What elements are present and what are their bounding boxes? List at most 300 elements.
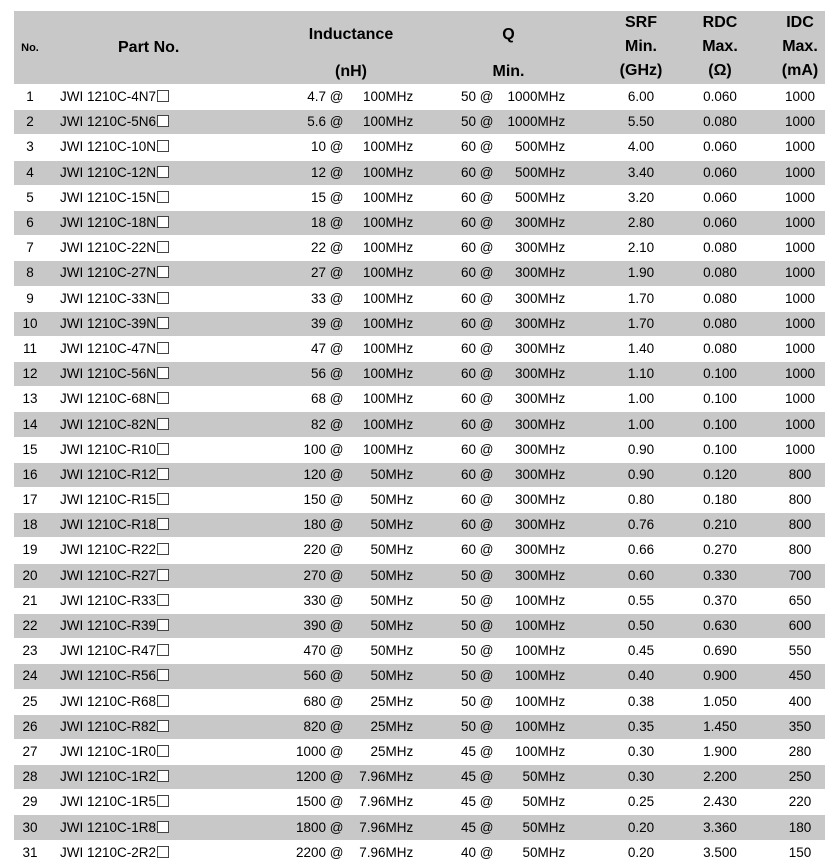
idc-value: 1000 [759, 387, 825, 412]
table-row [14, 362, 825, 387]
q-test-frequency: 300MHz [514, 441, 566, 457]
table-row [14, 639, 825, 664]
at-sign: @ [476, 416, 498, 432]
q-value: 50 [460, 718, 476, 734]
inductance-test-frequency: 50MHz [370, 492, 414, 508]
inductance-value: 12 [310, 164, 326, 180]
part-number-cell [46, 135, 286, 160]
part-number-cell [46, 815, 286, 840]
part-number-cell [46, 765, 286, 790]
rdc-value: 0.080 [681, 336, 759, 361]
at-sign: @ [476, 366, 498, 382]
q-value: 45 [460, 794, 476, 810]
at-sign: @ [476, 89, 498, 105]
q-test-frequency: 100MHz [514, 592, 566, 608]
header-idc-max: Max. [782, 38, 818, 55]
at-sign: @ [326, 618, 348, 634]
rdc-value: 0.060 [681, 210, 759, 235]
at-sign: @ [326, 794, 348, 810]
srf-value: 0.76 [601, 513, 681, 538]
at-sign: @ [326, 517, 348, 533]
part-number-cell [46, 185, 286, 210]
part-number: JWI 1210C-1R8 [60, 819, 157, 835]
q-test-frequency: 500MHz [514, 189, 566, 205]
at-sign: @ [326, 466, 348, 482]
at-sign: @ [476, 315, 498, 331]
q-cell [416, 210, 601, 235]
at-sign: @ [476, 542, 498, 558]
rdc-value: 0.060 [681, 135, 759, 160]
srf-value: 3.20 [601, 185, 681, 210]
part-number-cell [46, 613, 286, 638]
suffix-checkbox-icon [157, 191, 169, 203]
q-value: 50 [460, 643, 476, 659]
q-value: 45 [460, 743, 476, 759]
at-sign: @ [476, 189, 498, 205]
rdc-value: 0.210 [681, 513, 759, 538]
part-number-cell [46, 336, 286, 361]
inductance-value: 4.7 [307, 89, 326, 105]
q-test-frequency: 100MHz [514, 718, 566, 734]
at-sign: @ [476, 794, 498, 810]
at-sign: @ [476, 769, 498, 785]
q-cell [416, 110, 601, 135]
inductance-cell [286, 336, 416, 361]
inductance-cell [286, 664, 416, 689]
header-idc-label: IDC [786, 14, 814, 31]
header-q-min: Min. [492, 63, 525, 80]
srf-value: 0.35 [601, 714, 681, 739]
at-sign: @ [326, 240, 348, 256]
part-number: JWI 1210C-R47 [60, 643, 157, 659]
inductance-cell [286, 840, 416, 865]
inductance-cell [286, 387, 416, 412]
q-test-frequency: 100MHz [514, 643, 566, 659]
q-value: 50 [460, 618, 476, 634]
inductance-cell [286, 513, 416, 538]
part-number: JWI 1210C-68N [60, 391, 157, 407]
part-number-cell [46, 689, 286, 714]
table-row [14, 412, 825, 437]
q-test-frequency: 300MHz [514, 416, 566, 432]
suffix-checkbox-icon [157, 418, 169, 430]
part-number: JWI 1210C-39N [60, 315, 157, 331]
part-number-cell [46, 160, 286, 185]
part-number-cell [46, 790, 286, 815]
q-cell [416, 739, 601, 764]
q-cell [416, 563, 601, 588]
row-no: 22 [14, 613, 46, 638]
idc-value: 650 [759, 588, 825, 613]
table-row [14, 790, 825, 815]
q-test-frequency: 100MHz [514, 668, 566, 684]
q-test-frequency: 50MHz [522, 769, 566, 785]
inductance-value: 390 [303, 618, 326, 634]
q-cell [416, 261, 601, 286]
at-sign: @ [326, 643, 348, 659]
header-srf [601, 11, 681, 85]
table-row [14, 261, 825, 286]
part-number-cell [46, 236, 286, 261]
inductance-cell [286, 790, 416, 815]
table-row [14, 739, 825, 764]
q-test-frequency: 300MHz [514, 240, 566, 256]
q-value: 60 [460, 189, 476, 205]
part-number-cell [46, 588, 286, 613]
part-number-cell [46, 739, 286, 764]
idc-value: 350 [759, 714, 825, 739]
inductance-value: 270 [303, 567, 326, 583]
q-test-frequency: 300MHz [514, 391, 566, 407]
table-row [14, 462, 825, 487]
rdc-value: 0.060 [681, 185, 759, 210]
q-value: 60 [460, 466, 476, 482]
q-value: 50 [460, 114, 476, 130]
suffix-checkbox-icon [157, 795, 169, 807]
inductance-cell [286, 639, 416, 664]
inductance-test-frequency: 100MHz [362, 340, 414, 356]
at-sign: @ [476, 693, 498, 709]
part-number: JWI 1210C-18N [60, 215, 157, 231]
suffix-checkbox-icon [157, 90, 169, 102]
inductance-cell [286, 160, 416, 185]
idc-value: 1000 [759, 336, 825, 361]
rdc-value: 0.630 [681, 613, 759, 638]
inductance-test-frequency: 100MHz [362, 366, 414, 382]
table-header [14, 11, 825, 85]
row-no: 3 [14, 135, 46, 160]
q-test-frequency: 50MHz [522, 844, 566, 860]
idc-value: 1000 [759, 412, 825, 437]
table-row [14, 311, 825, 336]
inductance-test-frequency: 100MHz [362, 114, 414, 130]
q-value: 60 [460, 290, 476, 306]
table-row [14, 336, 825, 361]
suffix-checkbox-icon [157, 468, 169, 480]
rdc-value: 0.080 [681, 110, 759, 135]
inductance-value: 18 [310, 215, 326, 231]
row-no: 9 [14, 286, 46, 311]
rdc-value: 0.100 [681, 437, 759, 462]
suffix-checkbox-icon [157, 392, 169, 404]
part-number-cell [46, 110, 286, 135]
inductance-value: 1200 [295, 769, 326, 785]
q-test-frequency: 50MHz [522, 819, 566, 835]
inductance-test-frequency: 100MHz [362, 391, 414, 407]
suffix-checkbox-icon [157, 569, 169, 581]
srf-value: 1.10 [601, 362, 681, 387]
inductance-cell [286, 588, 416, 613]
row-no: 6 [14, 210, 46, 235]
part-number: JWI 1210C-R12 [60, 466, 157, 482]
part-number-cell [46, 840, 286, 865]
suffix-checkbox-icon [157, 292, 169, 304]
at-sign: @ [326, 567, 348, 583]
row-no: 8 [14, 261, 46, 286]
q-test-frequency: 50MHz [522, 794, 566, 810]
suffix-checkbox-icon [157, 821, 169, 833]
inductance-cell [286, 739, 416, 764]
header-idc-unit: (mA) [781, 62, 819, 79]
table-body [14, 85, 825, 865]
srf-value: 3.40 [601, 160, 681, 185]
q-value: 60 [460, 315, 476, 331]
table-row [14, 588, 825, 613]
rdc-value: 3.360 [681, 815, 759, 840]
rdc-value: 0.120 [681, 462, 759, 487]
inductance-test-frequency: 50MHz [370, 466, 414, 482]
at-sign: @ [326, 391, 348, 407]
q-test-frequency: 1000MHz [507, 114, 566, 130]
row-no: 17 [14, 488, 46, 513]
row-no: 14 [14, 412, 46, 437]
inductance-value: 22 [310, 240, 326, 256]
inductance-cell [286, 185, 416, 210]
q-cell [416, 613, 601, 638]
part-number: JWI 1210C-1R5 [60, 794, 157, 810]
row-no: 5 [14, 185, 46, 210]
q-cell [416, 790, 601, 815]
at-sign: @ [476, 567, 498, 583]
idc-value: 1000 [759, 110, 825, 135]
at-sign: @ [476, 265, 498, 281]
q-cell [416, 437, 601, 462]
q-value: 60 [460, 542, 476, 558]
row-no: 21 [14, 588, 46, 613]
q-value: 60 [460, 416, 476, 432]
inductance-value: 470 [303, 643, 326, 659]
q-value: 60 [460, 340, 476, 356]
table-row [14, 538, 825, 563]
q-cell [416, 488, 601, 513]
at-sign: @ [326, 693, 348, 709]
q-test-frequency: 500MHz [514, 139, 566, 155]
inductance-cell [286, 488, 416, 513]
suffix-checkbox-icon [157, 745, 169, 757]
srf-value: 1.70 [601, 311, 681, 336]
at-sign: @ [326, 139, 348, 155]
inductance-cell [286, 412, 416, 437]
at-sign: @ [476, 517, 498, 533]
suffix-checkbox-icon [157, 594, 169, 606]
idc-value: 280 [759, 739, 825, 764]
table-row [14, 85, 825, 110]
at-sign: @ [326, 114, 348, 130]
table-row [14, 110, 825, 135]
part-number-cell [46, 412, 286, 437]
at-sign: @ [476, 618, 498, 634]
q-test-frequency: 300MHz [514, 290, 566, 306]
at-sign: @ [326, 265, 348, 281]
inductance-test-frequency: 100MHz [362, 189, 414, 205]
inductance-cell [286, 110, 416, 135]
at-sign: @ [326, 668, 348, 684]
idc-value: 1000 [759, 135, 825, 160]
part-number-cell [46, 488, 286, 513]
at-sign: @ [326, 366, 348, 382]
q-cell [416, 160, 601, 185]
q-value: 45 [460, 819, 476, 835]
idc-value: 1000 [759, 311, 825, 336]
inductance-cell [286, 689, 416, 714]
rdc-value: 1.900 [681, 739, 759, 764]
inductance-value: 820 [303, 718, 326, 734]
idc-value: 700 [759, 563, 825, 588]
inductance-test-frequency: 7.96MHz [359, 794, 414, 810]
row-no: 19 [14, 538, 46, 563]
q-cell [416, 765, 601, 790]
inductance-test-frequency: 25MHz [370, 743, 414, 759]
inductance-cell [286, 362, 416, 387]
header-idc [759, 11, 825, 85]
inductance-value: 82 [310, 416, 326, 432]
rdc-value: 2.200 [681, 765, 759, 790]
q-test-frequency: 300MHz [514, 265, 566, 281]
q-cell [416, 286, 601, 311]
q-cell [416, 135, 601, 160]
inductance-value: 27 [310, 265, 326, 281]
at-sign: @ [476, 592, 498, 608]
suffix-checkbox-icon [157, 695, 169, 707]
part-number: JWI 1210C-33N [60, 290, 157, 306]
part-number-cell [46, 85, 286, 110]
row-no: 30 [14, 815, 46, 840]
inductance-test-frequency: 50MHz [370, 542, 414, 558]
suffix-checkbox-icon [157, 770, 169, 782]
part-number: JWI 1210C-R68 [60, 693, 157, 709]
q-value: 60 [460, 517, 476, 533]
srf-value: 0.55 [601, 588, 681, 613]
row-no: 25 [14, 689, 46, 714]
idc-value: 1000 [759, 210, 825, 235]
at-sign: @ [326, 215, 348, 231]
q-test-frequency: 1000MHz [507, 89, 566, 105]
table-row [14, 286, 825, 311]
q-cell [416, 538, 601, 563]
inductance-value: 39 [310, 315, 326, 331]
q-cell [416, 462, 601, 487]
part-number: JWI 1210C-R33 [60, 592, 157, 608]
inductance-value: 680 [303, 693, 326, 709]
q-cell [416, 588, 601, 613]
at-sign: @ [476, 240, 498, 256]
suffix-checkbox-icon [157, 241, 169, 253]
header-srf-unit: (GHz) [619, 62, 663, 79]
suffix-checkbox-icon [157, 644, 169, 656]
part-number-cell [46, 311, 286, 336]
row-no: 16 [14, 462, 46, 487]
q-test-frequency: 300MHz [514, 466, 566, 482]
q-cell [416, 336, 601, 361]
srf-value: 0.38 [601, 689, 681, 714]
inductance-cell [286, 714, 416, 739]
at-sign: @ [326, 416, 348, 432]
at-sign: @ [476, 718, 498, 734]
q-value: 60 [460, 215, 476, 231]
inductance-value: 100 [303, 441, 326, 457]
inductance-test-frequency: 50MHz [370, 517, 414, 533]
table-row [14, 488, 825, 513]
suffix-checkbox-icon [157, 140, 169, 152]
part-number-cell [46, 714, 286, 739]
q-test-frequency: 300MHz [514, 215, 566, 231]
idc-value: 1000 [759, 236, 825, 261]
inductance-value: 560 [303, 668, 326, 684]
inductance-cell [286, 286, 416, 311]
rdc-value: 1.450 [681, 714, 759, 739]
table-row [14, 664, 825, 689]
idc-value: 1000 [759, 286, 825, 311]
at-sign: @ [476, 844, 498, 860]
idc-value: 1000 [759, 261, 825, 286]
row-no: 26 [14, 714, 46, 739]
part-number: JWI 1210C-R18 [60, 517, 157, 533]
inductor-spec-table [14, 11, 825, 865]
srf-value: 2.80 [601, 210, 681, 235]
part-number-cell [46, 538, 286, 563]
q-value: 60 [460, 441, 476, 457]
at-sign: @ [326, 592, 348, 608]
rdc-value: 0.080 [681, 286, 759, 311]
suffix-checkbox-icon [157, 518, 169, 530]
inductance-test-frequency: 50MHz [370, 643, 414, 659]
rdc-value: 1.050 [681, 689, 759, 714]
idc-value: 1000 [759, 160, 825, 185]
table-row [14, 613, 825, 638]
q-value: 60 [460, 492, 476, 508]
rdc-value: 0.080 [681, 261, 759, 286]
row-no: 12 [14, 362, 46, 387]
inductance-cell [286, 613, 416, 638]
part-number: JWI 1210C-5N6 [60, 114, 157, 130]
header-row [14, 11, 825, 85]
srf-value: 0.90 [601, 462, 681, 487]
inductance-value: 180 [303, 517, 326, 533]
suffix-checkbox-icon [157, 266, 169, 278]
inductance-value: 15 [310, 189, 326, 205]
row-no: 11 [14, 336, 46, 361]
header-rdc-max: Max. [702, 38, 738, 55]
inductance-cell [286, 236, 416, 261]
part-number-cell [46, 639, 286, 664]
rdc-value: 0.900 [681, 664, 759, 689]
inductance-test-frequency: 100MHz [362, 240, 414, 256]
inductance-test-frequency: 50MHz [370, 668, 414, 684]
inductance-cell [286, 538, 416, 563]
part-number: JWI 1210C-47N [60, 340, 157, 356]
inductance-test-frequency: 7.96MHz [359, 844, 414, 860]
suffix-checkbox-icon [157, 669, 169, 681]
at-sign: @ [476, 819, 498, 835]
srf-value: 0.60 [601, 563, 681, 588]
at-sign: @ [326, 492, 348, 508]
rdc-value: 0.370 [681, 588, 759, 613]
srf-value: 0.66 [601, 538, 681, 563]
srf-value: 0.50 [601, 613, 681, 638]
q-cell [416, 689, 601, 714]
inductance-test-frequency: 100MHz [362, 215, 414, 231]
inductance-test-frequency: 100MHz [362, 265, 414, 281]
part-number: JWI 1210C-12N [60, 164, 157, 180]
rdc-value: 0.060 [681, 85, 759, 110]
q-value: 40 [460, 844, 476, 860]
idc-value: 250 [759, 765, 825, 790]
q-cell [416, 185, 601, 210]
part-number: JWI 1210C-2R2 [60, 844, 157, 860]
at-sign: @ [476, 340, 498, 356]
q-test-frequency: 100MHz [514, 618, 566, 634]
inductance-test-frequency: 50MHz [370, 592, 414, 608]
